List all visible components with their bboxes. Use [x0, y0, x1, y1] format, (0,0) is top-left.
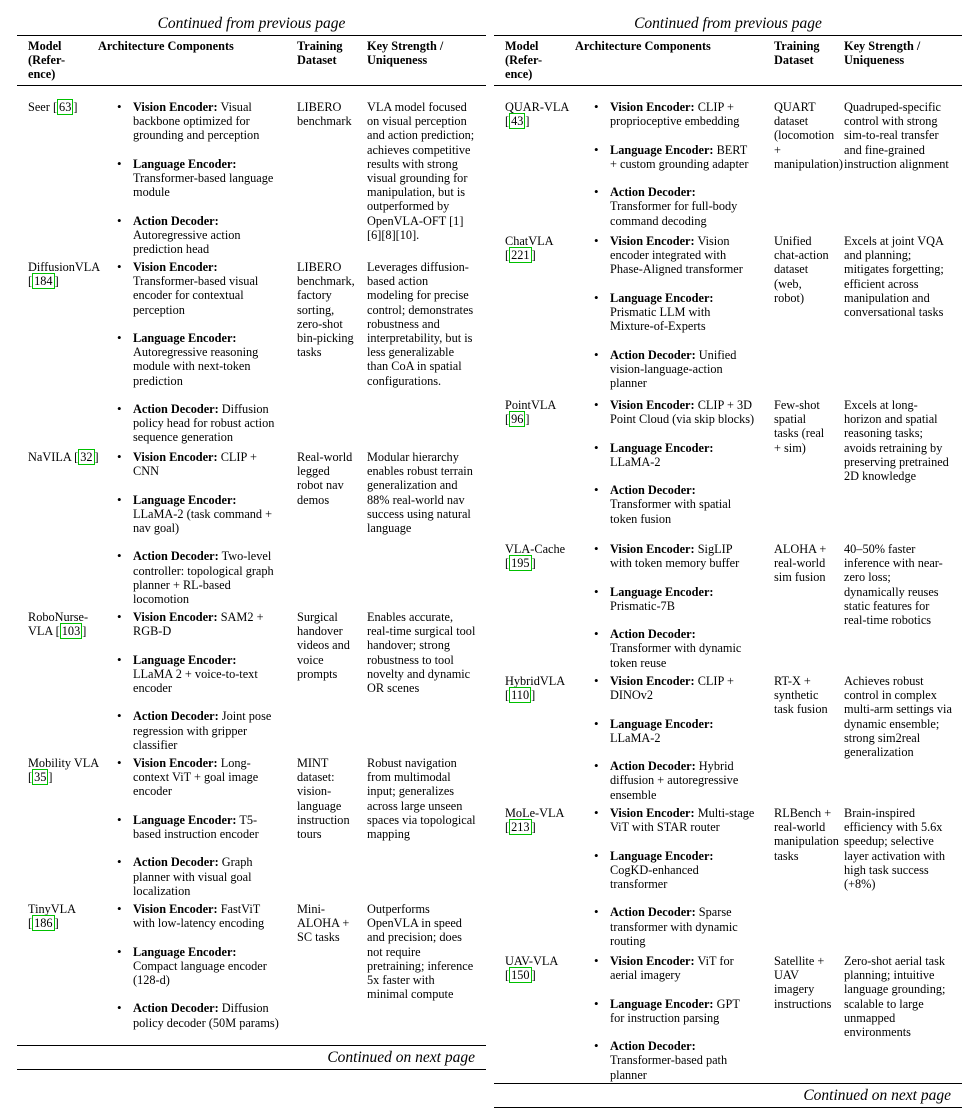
component-list: [592, 806, 756, 948]
component-text: Unified vision-language-action planner: [610, 347, 737, 390]
component-label: Language Encoder:: [133, 652, 237, 667]
page-bottom-rule: [494, 1107, 962, 1108]
strength-cell: Robust navigation from multimodal input; generalizes across large unseen spaces via topological mapping: [367, 756, 476, 842]
model-name: Mobility VLA: [28, 756, 99, 770]
model-name: NaVILA: [28, 450, 72, 464]
component-label: Language Encoder:: [610, 716, 714, 731]
component-label: Vision Encoder:: [133, 756, 218, 770]
model-cell: MoLe-VLA [ 213 ]: [505, 806, 564, 835]
component-item: [592, 185, 756, 228]
citation-link[interactable]: 35: [34, 770, 47, 785]
component-item: [592, 100, 756, 128]
architecture-cell: [592, 674, 756, 802]
dataset-cell: Unified chat-action dataset (web, robot): [774, 234, 829, 305]
citation-link[interactable]: 103: [61, 624, 81, 639]
header-architecture: Architecture Components: [98, 39, 234, 53]
component-item: [592, 291, 756, 334]
component-label: Vision Encoder:: [610, 100, 695, 114]
continued-on-label: Continued on next page: [803, 1087, 951, 1104]
citation-link[interactable]: 96: [511, 412, 524, 427]
dataset-cell: Mini-ALOHA + SC tasks: [297, 902, 350, 945]
component-label: Language Encoder:: [133, 331, 237, 345]
strength-cell: Excels at long-horizon and spatial reasoning tasks; avoids retraining by preserving pretrained 2D knowledge: [844, 398, 949, 484]
model-name: PointVLA: [505, 398, 556, 412]
model-name: UAV-VLA: [505, 954, 558, 968]
component-text: Graph planner with visual goal localization: [133, 855, 253, 898]
component-label: Action Decoder:: [610, 627, 696, 642]
model-name: DiffusionVLA: [28, 260, 100, 274]
model-cell: VLA-Cache [ 195 ]: [505, 542, 566, 571]
component-text: Compact language encoder (128-d): [133, 958, 267, 987]
component-label: Vision Encoder:: [610, 674, 695, 688]
component-list: [592, 542, 756, 670]
architecture-cell: [115, 100, 279, 256]
component-text: Transformer-based language module: [133, 171, 274, 200]
component-label: Vision Encoder:: [610, 954, 695, 968]
component-list: [115, 610, 279, 752]
component-label: Action Decoder:: [133, 549, 219, 564]
continued-from-label: Continued from previous page: [157, 15, 346, 32]
component-item: [115, 855, 279, 898]
component-label: Action Decoder:: [133, 213, 219, 228]
component-item: [592, 234, 756, 277]
header-model: Model (Refer- ence): [505, 39, 543, 81]
component-label: Language Encoder:: [133, 156, 237, 171]
header-rule: [17, 85, 486, 86]
component-label: Action Decoder:: [610, 185, 696, 200]
component-item: [115, 331, 279, 388]
component-list: [592, 100, 756, 228]
component-text: Long-context ViT + goal image encoder: [133, 756, 259, 799]
component-list: [592, 954, 756, 1082]
dataset-cell: RLBench + real-world manipulation tasks: [774, 806, 839, 863]
dataset-cell: LIBERO benchmark, factory sorting, zero-shot bin-picking tasks: [297, 260, 355, 360]
strength-cell: 40–50% faster inference with near-zero loss; dynamically reuses static features for real-time robotics: [844, 542, 943, 628]
component-text: SigLIP with token memory buffer: [610, 542, 740, 571]
component-item: [592, 143, 756, 171]
component-item: [115, 157, 279, 200]
architecture-cell: [115, 260, 279, 445]
component-label: Vision Encoder:: [610, 234, 695, 248]
header-dataset: Training Dataset: [297, 39, 343, 67]
component-text: Joint pose regression with gripper classifier: [133, 709, 272, 752]
citation-link[interactable]: 186: [34, 916, 53, 931]
component-label: Language Encoder:: [610, 996, 714, 1011]
component-text: LLaMA-2: [610, 730, 661, 745]
architecture-cell: [115, 450, 279, 606]
component-item: [115, 945, 279, 988]
citation-link[interactable]: 32: [80, 450, 93, 464]
model-name: VLA-Cache: [505, 542, 566, 556]
component-list: [115, 902, 279, 1030]
continued-on-label: Continued on next page: [327, 1049, 475, 1066]
component-text: Transformer-based path planner: [610, 1053, 728, 1082]
table-top-rule: [17, 35, 486, 36]
model-cell: QUAR-VLA [ 43 ]: [505, 100, 569, 129]
model-name: TinyVLA: [28, 902, 76, 916]
component-item: [592, 759, 756, 802]
component-text: Diffusion policy head for robust action sequence generation: [133, 402, 275, 445]
component-text: Transformer with spatial token fusion: [610, 497, 732, 526]
component-item: [115, 756, 279, 799]
component-text: CLIP + 3D Point Cloud (via skip blocks): [610, 398, 755, 427]
component-item: [592, 542, 756, 570]
model-name: HybridVLA: [505, 674, 565, 688]
component-item: [592, 441, 756, 469]
component-item: [592, 483, 756, 526]
component-item: [115, 549, 279, 606]
component-text: BERT + custom grounding adapter: [610, 142, 749, 171]
component-label: Vision Encoder:: [133, 260, 218, 274]
component-list: [592, 674, 756, 802]
model-name: QUAR-VLA: [505, 100, 569, 114]
component-item: [592, 1039, 756, 1082]
header-model: Model (Refer- ence): [28, 39, 66, 81]
component-item: [115, 214, 279, 257]
component-text: Vision encoder integrated with Phase-Aligned transformer: [610, 234, 743, 277]
component-label: Vision Encoder:: [133, 610, 218, 624]
component-text: Visual backbone optimized for grounding and perception: [133, 100, 260, 143]
model-name: MoLe-VLA: [505, 806, 564, 820]
model-cell: TinyVLA [ 186 ]: [28, 902, 76, 931]
model-cell: NaVILA [ 32 ]: [28, 450, 99, 464]
strength-cell: Modular hierarchy enables robust terrain generalization and 88% real-world nav success using natural language: [367, 450, 473, 536]
component-label: Language Encoder:: [610, 584, 714, 599]
component-label: Vision Encoder:: [133, 450, 218, 464]
component-text: Autoregressive action prediction head: [133, 227, 241, 256]
architecture-cell: [115, 610, 279, 752]
component-text: Multi-stage ViT with STAR router: [610, 806, 755, 835]
component-item: [115, 1001, 279, 1029]
architecture-cell: [592, 542, 756, 670]
component-text: Diffusion policy decoder (50M params): [133, 1001, 279, 1030]
continued-from-label: Continued from previous page: [634, 15, 822, 32]
component-text: Two-level controller: topological graph planner + RL-based locomotion: [133, 549, 274, 606]
model-name: RoboNurse-VLA: [28, 610, 89, 639]
strength-cell: Enables accurate, real-time surgical tool handover; strong robustness to tool novelty and dynamic OR scenes: [367, 610, 476, 696]
model-name: ChatVLA: [505, 234, 553, 248]
citation-link[interactable]: 213: [511, 820, 530, 835]
component-item: [592, 627, 756, 670]
component-label: Language Encoder:: [133, 944, 237, 959]
architecture-cell: [592, 100, 756, 228]
header-dataset: Training Dataset: [774, 39, 820, 67]
component-text: CLIP + CNN: [133, 450, 257, 479]
component-item: [115, 610, 279, 638]
component-item: [115, 653, 279, 696]
component-text: Sparse transformer with dynamic routing: [610, 905, 738, 948]
component-text: GPT for instruction parsing: [610, 996, 740, 1025]
strength-cell: VLA model focused on visual perception and action prediction; achieves competitive results with strong visual grounding for manipulation, but is outperformed by OpenVLA-OFT [1][6][8][10].: [367, 100, 475, 242]
component-label: Language Encoder:: [133, 492, 237, 507]
table-bottom-rule: [494, 1083, 962, 1084]
component-item: [592, 806, 756, 834]
component-item: [592, 398, 756, 426]
strength-cell: Brain-inspired efficiency with 5.6x speedup; selective layer activation with high task success (+8%): [844, 806, 946, 892]
model-cell: RoboNurse-VLA [ 103 ]: [28, 610, 89, 639]
component-label: Action Decoder:: [610, 1039, 696, 1054]
strength-cell: Excels at joint VQA and planning; mitigates forgetting; efficient across manipulation and conversational tasks: [844, 234, 944, 320]
component-text: Hybrid diffusion + autoregressive ensemble: [610, 759, 739, 802]
component-text: CogKD-enhanced transformer: [610, 862, 699, 891]
citation-link[interactable]: 43: [511, 114, 524, 129]
model-cell: Seer [ 63 ]: [28, 100, 78, 114]
component-text: LLaMA 2 + voice-to-text encoder: [133, 666, 258, 695]
architecture-cell: [592, 398, 756, 526]
page-bottom-rule: [17, 1069, 486, 1070]
component-label: Vision Encoder:: [610, 398, 695, 412]
model-cell: ChatVLA [ 221 ]: [505, 234, 553, 263]
component-label: Action Decoder:: [610, 905, 696, 920]
component-item: [592, 849, 756, 892]
dataset-cell: Few-shot spatial tasks (real + sim): [774, 398, 825, 455]
model-name: Seer: [28, 100, 50, 114]
citation-link[interactable]: 110: [511, 688, 530, 703]
header-strength: Key Strength / Uniqueness: [844, 39, 921, 67]
component-label: Language Encoder:: [133, 812, 237, 827]
model-cell: PointVLA [ 96 ]: [505, 398, 556, 427]
component-label: Action Decoder:: [133, 709, 219, 724]
component-text: T5-based instruction encoder: [133, 812, 259, 841]
component-text: CLIP + DINOv2: [610, 674, 734, 703]
component-label: Language Encoder:: [610, 848, 714, 863]
model-cell: UAV-VLA [ 150 ]: [505, 954, 558, 983]
dataset-cell: LIBERO benchmark: [297, 100, 352, 129]
component-list: [592, 234, 756, 390]
citation-link[interactable]: 221: [511, 248, 530, 263]
component-text: Transformer-based visual encoder for contextual perception: [133, 274, 259, 317]
header-strength: Key Strength / Uniqueness: [367, 39, 444, 67]
strength-cell: Outperforms OpenVLA in speed and precision; does not require pretraining; inference 5x faster with minimal compute: [367, 902, 474, 1002]
component-item: [115, 709, 279, 752]
component-text: Prismatic LLM with Mixture-of-Experts: [610, 305, 711, 334]
citation-link[interactable]: 150: [511, 968, 530, 983]
table-top-rule: [494, 35, 962, 36]
component-label: Action Decoder:: [610, 347, 696, 362]
component-label: Language Encoder:: [610, 440, 714, 455]
architecture-cell: [115, 756, 279, 898]
component-item: [115, 402, 279, 445]
dataset-cell: Satellite + UAV imagery instructions: [774, 954, 832, 1011]
component-item: [592, 905, 756, 948]
architecture-cell: [592, 954, 756, 1082]
component-label: Vision Encoder:: [133, 100, 218, 114]
model-cell: DiffusionVLA [ 184 ]: [28, 260, 100, 289]
component-list: [115, 756, 279, 898]
component-item: [592, 674, 756, 702]
citation-link[interactable]: 63: [59, 100, 72, 114]
component-label: Action Decoder:: [133, 855, 219, 870]
strength-cell: Leverages diffusion-based action modeling for precise control; demonstrates robustness and interpretability, but is less generalizable than CoA in spatial configurations.: [367, 260, 474, 388]
component-text: CLIP + proprioceptive embedding: [610, 100, 740, 129]
dataset-cell: QUART dataset (locomotion + manipulation): [774, 100, 843, 171]
dataset-cell: Real-world legged robot nav demos: [297, 450, 353, 507]
table-bottom-rule: [17, 1045, 486, 1046]
component-text: ViT for aerial imagery: [610, 954, 734, 983]
header-architecture: Architecture Components: [575, 39, 711, 53]
strength-cell: Achieves robust control in complex multi-arm settings via dynamic ensemble; strong sim2real generalization: [844, 674, 952, 760]
component-text: LLaMA-2 (task command + nav goal): [133, 506, 273, 535]
component-list: [115, 260, 279, 445]
component-text: Transformer with dynamic token reuse: [610, 641, 742, 670]
component-item: [592, 954, 756, 982]
component-list: [592, 398, 756, 526]
component-item: [592, 585, 756, 613]
citation-link[interactable]: 184: [34, 274, 53, 289]
component-item: [115, 260, 279, 317]
component-item: [592, 717, 756, 745]
component-label: Vision Encoder:: [610, 542, 695, 556]
architecture-cell: [592, 234, 756, 390]
component-text: SAM2 + RGB-D: [133, 610, 264, 639]
architecture-cell: [592, 806, 756, 948]
citation-link[interactable]: 195: [511, 556, 530, 571]
component-text: FastViT with low-latency encoding: [133, 902, 265, 931]
dataset-cell: RT-X + synthetic task fusion: [774, 674, 828, 717]
model-cell: Mobility VLA [ 35 ]: [28, 756, 99, 785]
component-text: Autoregressive reasoning module with next-token prediction: [133, 345, 259, 388]
component-label: Action Decoder:: [133, 402, 219, 416]
model-cell: HybridVLA [ 110 ]: [505, 674, 565, 703]
architecture-cell: [115, 902, 279, 1030]
component-label: Language Encoder:: [610, 290, 714, 305]
strength-cell: Zero-shot aerial task planning; intuitive language grounding; scalable to large unmapped environments: [844, 954, 946, 1040]
component-label: Action Decoder:: [610, 483, 696, 498]
component-item: [115, 902, 279, 930]
component-label: Vision Encoder:: [133, 902, 218, 916]
component-label: Action Decoder:: [133, 1001, 219, 1016]
dataset-cell: MINT dataset: vision-language instruction tours: [297, 756, 350, 842]
dataset-cell: Surgical handover videos and voice prompts: [297, 610, 350, 681]
component-list: [115, 450, 279, 606]
component-text: Transformer for full-body command decoding: [610, 199, 738, 228]
header-rule: [494, 85, 962, 86]
component-list: [115, 100, 279, 256]
component-item: [115, 493, 279, 536]
strength-cell: Quadruped-specific control with strong sim-to-real transfer and fine-grained instruction alignment: [844, 100, 949, 171]
component-item: [115, 450, 279, 478]
component-item: [115, 813, 279, 841]
component-label: Vision Encoder:: [610, 806, 695, 820]
component-text: Prismatic-7B: [610, 598, 675, 613]
component-text: LLaMA-2: [610, 454, 661, 469]
dataset-cell: ALOHA + real-world sim fusion: [774, 542, 827, 585]
component-label: Action Decoder:: [610, 759, 696, 774]
component-label: Language Encoder:: [610, 142, 714, 157]
component-item: [115, 100, 279, 143]
component-item: [592, 348, 756, 391]
component-item: [592, 997, 756, 1025]
